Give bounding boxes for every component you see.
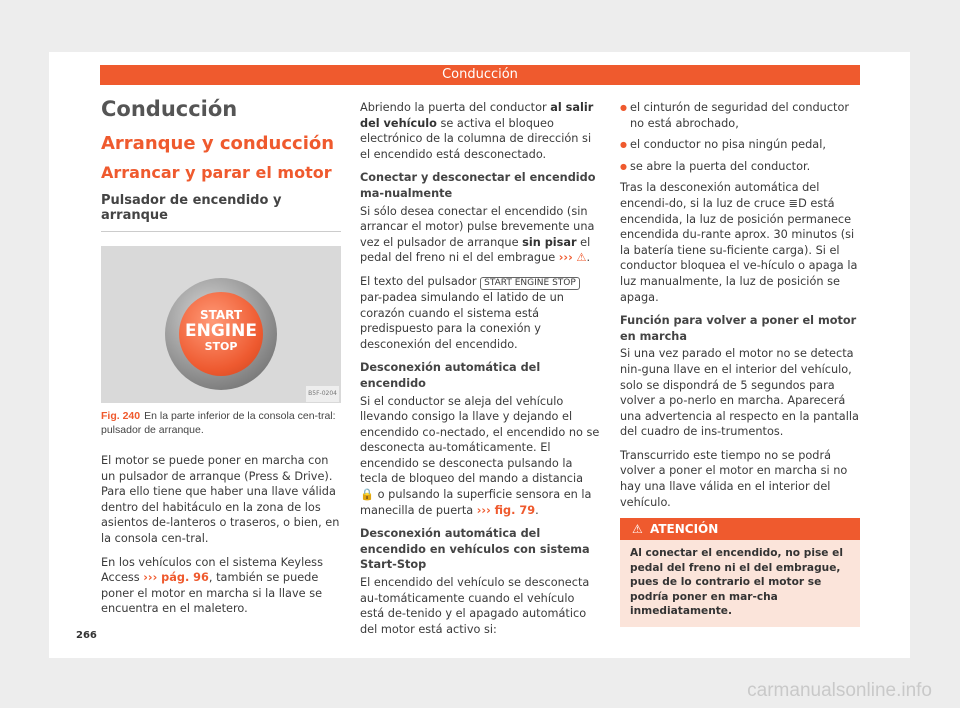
figure-start-button [101,246,341,403]
column-2 [360,100,600,645]
paragraph: Si el conductor se aleja del vehículo llevando consigo la llave y dejando el encendido co-nectado, el encendido no se desconecta au-tomáticamente. El encendido se desconecta pulsando la tecla de bloqueo del mando a distancia 🔒 o pulsando la superficie sensora en la manecilla de puerta ››› fig. 79. [360,394,600,517]
warning-title: ATENCIÓN [650,522,719,537]
subheading: Desconexión automática del encendido en vehículos con sistema Start-Stop [360,527,590,572]
column-3 [620,100,860,627]
list-item: ● se abre la puerta del conductor. [620,159,860,175]
low-beam-icon: ≣D [788,196,807,210]
watermark: carmanualsonline.info [747,680,932,701]
figure-link[interactable]: ››› fig. 79 [476,503,536,517]
warning-triangle-icon: ⚠ [576,251,587,265]
warning-box [620,518,860,627]
warning-header [620,518,860,540]
paragraph: El texto del pulsador START ENGINE STOP par-padea simulando el latido de un corazón cuando el sistema está predispuesto para la conexión y desconexión del encendido. [360,274,600,352]
title-level-3: Arrancar y parar el motor [101,163,332,183]
list-item: ● el cinturón de seguridad del conductor no está abrochado, [620,100,860,131]
subheading: Función para volver a poner el motor en marcha [620,314,857,343]
button-label-stop: STOP [204,339,238,353]
caption-label: Fig. 240 [101,409,141,422]
list-item: ● el conductor no pisa ningún pedal, [620,137,860,153]
warning-text: Al conectar el encendido, no pise el pedal del freno ni el del embrague, pues de lo contrario el motor se podría poner en mar-cha inmediatamente. [630,547,843,618]
start-engine-stop-keycap: START ENGINE STOP [480,277,580,290]
title-level-4: Pulsador de encendido y arranque [101,193,341,232]
paragraph: El motor se puede poner en marcha con un pulsador de arranque (Press & Drive). Para ello tiene que haber una llave válida dentro del habitáculo en la zona de los asientos de-lanteros o traseros, o bien, en la consola cen-tral. [101,453,340,545]
subheading: Conectar y desconectar el encendido ma-nualmente [360,171,596,200]
button-label-engine: ENGINE [185,320,257,341]
warning-triangle-icon: ⚠ [632,522,643,537]
warning-link[interactable]: ››› [558,251,573,265]
paragraph: Si sólo desea conectar el encendido (sin arrancar el motor) pulse brevemente una vez el pulsador de arranque sin pisar el pedal del freno ni el del embrague ››› ⚠. [360,204,595,265]
paragraph: Tras la desconexión automática del encendi-do, si la luz de cruce ≣D está encendida, la luz de posición permanece encendida du-rante aprox. 30 minutos (si la batería tiene su-ficiente carga). Si el conductor bloquea el ve-hículo o apaga la luz manualmente, la luz de posición se apaga. [620,181,858,304]
paragraph: Abriendo la puerta del conductor al salir del vehículo se activa el bloqueo electrónico de la columna de dirección si el encendido está desconectado. [360,101,594,161]
caption-text: En la parte inferior de la consola cen-tral: pulsador de arranque. [101,409,336,436]
title-level-1: Conducción [101,97,238,121]
subheading: Desconexión automática del encendido [360,361,541,390]
start-engine-stop-button-icon [179,292,263,376]
column-1 [101,97,341,625]
figure-caption [101,409,341,437]
start-button-bezel [165,278,277,390]
paragraph: En los vehículos con el sistema Keyless Access ››› pág. 96, también se puede poner el motor en marcha si la llave se encuentra en el maletero. [101,555,323,616]
button-label-start: START [199,307,243,322]
paragraph: Transcurrido este tiempo no se podrá volver a poner el motor en marcha si no hay una llave válida en el interior del vehículo. [620,448,848,509]
paragraph: El encendido del vehículo se desconecta au-tomáticamente cuando el vehículo está de-tenido y el apagado automático del motor está activo si: [360,576,590,636]
title-level-2: Arranque y conducción [101,132,335,154]
lock-key-icon: 🔒 [360,488,375,502]
page-number: 266 [76,630,97,641]
paragraph: Si una vez parado el motor no se detecta nin-guna llave en el interior del vehículo, solo se dispondrá de 5 segundos para volver a po-nerlo en marcha. Aparecerá una advertencia al respecto en la pantalla del cuadro de ins-trumentos. [620,347,859,439]
chapter-header: Conducción [100,65,860,85]
page-link[interactable]: ››› pág. 96 [143,571,209,585]
figure-code: B5F-0204 [306,386,339,402]
